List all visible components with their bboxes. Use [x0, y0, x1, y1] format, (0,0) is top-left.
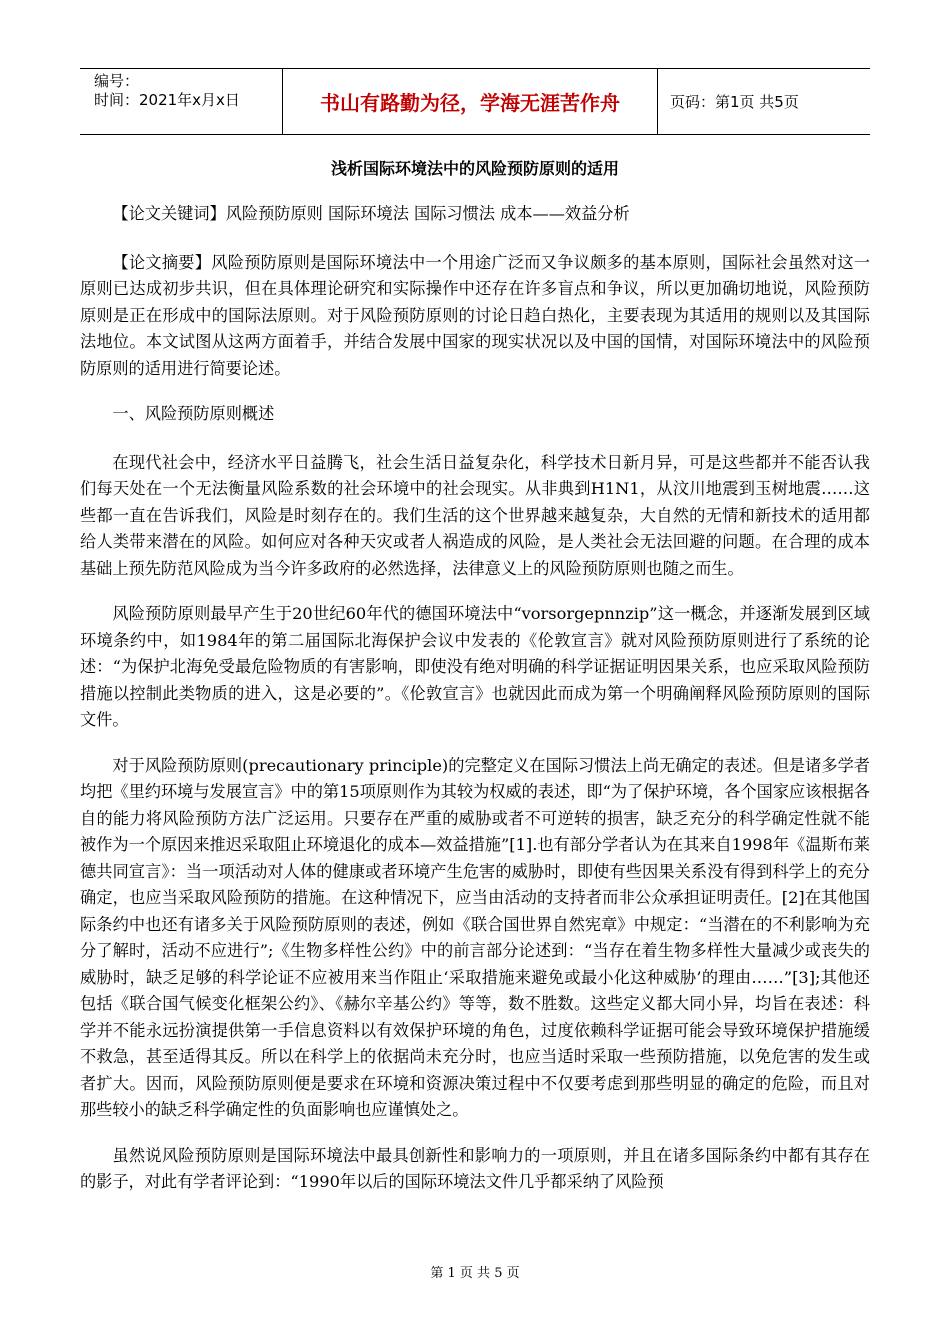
body-paragraph: 在现代社会中，经济水平日益腾飞，社会生活日益复杂化，科学技术日新月异，可是这些都并不能否认我们每天处在一个无法衡量风险系数的社会环境中的社会现实。从非典到H1N1，从汶川地震到玉树地震……这些都一直在告诉我们，风险是时刻存在的。我们生活的这个世界越来越复杂，大自然的无情和新技术的适用都给人类带来潜在的风险。如何应对各种天灾或者人祸造成的风险，是人类社会无法回避的问题。在合理的成本基础上预先防范风险成为当今许多政府的必然选择，法律意义上的风险预防原则也随之而生。 — [80, 452, 870, 578]
page-footer: 第 1 页 共 5 页 — [430, 1266, 520, 1281]
body-paragraph: 虽然说风险预防原则是国际环境法中最具创新性和影响力的一项原则，并且在诸多国际条约中都有其存在的影子，对此有学者评论到：“1990年以后的国际环境法文件几乎都采纳了风险预 — [80, 1145, 870, 1191]
serial-label: 编号： — [94, 72, 140, 90]
header-page-info: 页码：第1页 共5页 — [670, 93, 799, 111]
keywords-paragraph: 【论文关键词】风险预防原则 国际环境法 国际习惯法 成本——效益分析 — [112, 204, 630, 223]
header-meta — [80, 69, 282, 134]
document-title: 浅析国际环境法中的风险预防原则的适用 — [330, 159, 619, 178]
page-header — [80, 68, 870, 135]
time-label: 时间：2021年x月x日 — [94, 91, 240, 109]
body-paragraph: 风险预防原则最早产生于20世纪60年代的德国环境法中“vorsorgepnnzip”这一概念，并逐渐发展到区域环境条约中，如1984年的第二届国际北海保护会议中发表的《伦敦宣言》就对风险预防原则进行了系统的论述：“为保护北海免受最危险物质的有害影响，即使没有绝对明确的科学证据证明因果关系，也应采取风险预防措施以控制此类物质的进入，这是必要的”。《伦敦宣言》也就因此而成为第一个明确阐释风险预防原则的国际文件。 — [80, 604, 870, 729]
document-body — [80, 155, 870, 1215]
abstract-paragraph: 【论文摘要】风险预防原则是国际环境法中一个用途广泛而又争议颇多的基本原则，国际社会虽然对这一原则已达成初步共识，但在具体理论研究和实际操作中还存在许多盲点和争议，所以更加确切地说，风险预防原则是正在形成中的国际法原则。对于风险预防原则的讨论日趋白热化，主要表现为其适用的规则以及其国际法地位。本文试图从这两方面着手，并结合发展中国家的现实状况以及中国的国情，对国际环境法中的风险预防原则的适用进行简要论述。 — [80, 252, 870, 378]
header-motto: 书山有路勤为径，学海无涯苦作舟 — [282, 69, 658, 134]
body-paragraph: 对于风险预防原则(precautionary principle)的完整定义在国际习惯法上尚无确定的表述。但是诸多学者均把《里约环境与发展宣言》中的第15项原则作为其较为权威的表述，即“为了保护环境，各个国家应该根据各自的能力将风险预防方法广泛运用。只要存在严重的威胁或者不可逆转的损害，缺乏充分的科学确定性就不能被作为一个原因来推迟采取阻止环境退化的成本—效益措施”[1].也有部分学者认为在其来自1998年《温斯布莱德共同宣言》：当一项活动对人体的健康或者环境产生危害的威胁时，即使有些因果关系没有得到科学上的充分确定，也应当采取风险预防的措施。在这种情况下，应当由活动的支持者而非公众承担证明责任。[2]在其他国际条约中也还有诸多关于风险预防原则的表述，例如《联合国世界自然宪章》中规定：“当潜在的不利影响为充分了解时，活动不应进行”;《生物多样性公约》中的前言部分论述到：“当存在着生物多样性大量减少或丧失的威胁时，缺乏足够的科学论证不应被用来当作阻止‘采取措施来避免或最小化这种威胁’的理由……”[3];其他还包括《联合国气候变化框架公约》、《赫尔辛基公约》等等，数不胜数。这些定义都大同小异，均旨在表述：科学并不能永远扮演提供第一手信息资料以有效保护环境的角色，过度依赖科学证据可能会导致环境保护措施缓不救急，甚至适得其反。所以在科学上的依据尚未充分时，也应当适时采取一些预防措施，以免危害的发生或者扩大。因而，风险预防原则便是要求在环境和资源决策过程中不仅要考虑到那些明显的确定的危险，而且对那些较小的缺乏科学确定性的负面影响也应谨慎处之。 — [80, 755, 870, 1119]
section-heading: 一、风险预防原则概述 — [112, 404, 275, 423]
